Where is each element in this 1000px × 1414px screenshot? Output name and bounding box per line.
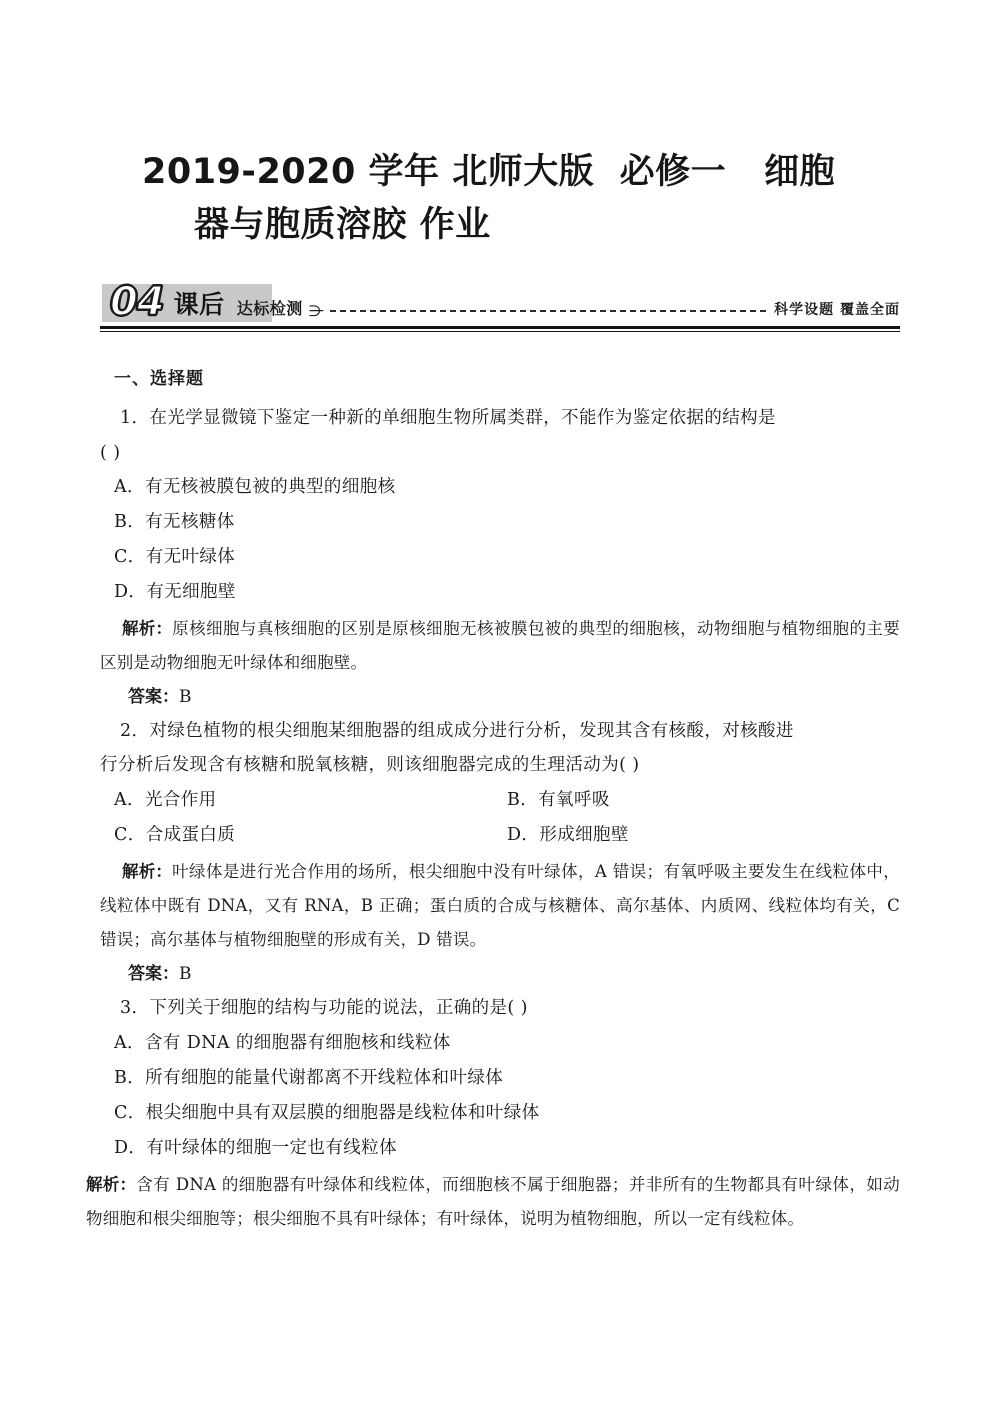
question-stem: 2．对绿色植物的根尖细胞某细胞器的组成成分进行分析，发现其含有核酸，对核酸进 (120, 721, 794, 742)
question-item (100, 401, 900, 714)
title-line-1: 2019-2020 学年 北师大版 必修一 细胞 (142, 152, 836, 192)
banner-number: 04 (110, 279, 164, 326)
title-line-2: 器与胞质溶胶 作业 (194, 205, 491, 246)
answer-block (114, 680, 900, 714)
option-a[interactable]: A．光合作用 (114, 789, 217, 810)
explanation-block (100, 855, 900, 958)
explanation-block (86, 1168, 900, 1237)
question-stem-continuation: 行分析后发现含有核糖和脱氧核糖，则该细胞器完成的生理活动为( ) (100, 755, 640, 776)
explanation-text: 叶绿体是进行光合作用的场所，根尖细胞中没有叶绿体，A 错误；有氧呼吸主要发生在线粒体中，线粒体中既有 DNA，又有 RNA，B 正确；蛋白质的合成与核糖体、高尔基体、内质网、线粒体均有关，C 错误；高尔基体与植物细胞壁的形成有关，D 错误。 (100, 861, 900, 950)
banner-right-tag: 科学设题 覆盖全面 (774, 302, 900, 319)
option-b[interactable]: B．所有细胞的能量代谢都离不开线粒体和叶绿体 (114, 1067, 504, 1088)
question-item (100, 714, 900, 991)
option-b[interactable]: B．有无核糖体 (114, 511, 235, 532)
explanation-text: 原核细胞与真核细胞的区别是原核细胞无核被膜包被的典型的细胞核，动物细胞与植物细胞的主要区别是动物细胞无叶绿体和细胞壁。 (100, 618, 901, 672)
banner-subtitle: 达标检测 (236, 299, 303, 319)
option-a[interactable]: A．有无核被膜包被的典型的细胞核 (114, 476, 396, 497)
banner-label: 课后 (173, 290, 225, 320)
explanation-block (100, 612, 900, 681)
option-a[interactable]: A．含有 DNA 的细胞器有细胞核和线粒体 (114, 1032, 451, 1053)
explanation-label: 解析： (122, 618, 173, 638)
banner-bottom-rule (100, 326, 900, 332)
banner-dashed-rule (330, 310, 766, 312)
answer-value: B (179, 964, 192, 985)
question-stem: 3．下列关于细胞的结构与功能的说法，正确的是( ) (120, 998, 528, 1019)
option-d[interactable]: D．有无细胞壁 (114, 581, 236, 602)
option-d[interactable]: D．形成细胞壁 (507, 824, 629, 845)
option-row (114, 818, 900, 853)
question-stem: 1．在光学显微镜下鉴定一种新的单细胞生物所属类群，不能作为鉴定依据的结构是 (120, 408, 776, 429)
answer-value: B (179, 687, 192, 708)
exercise-content (86, 364, 901, 1236)
answer-block (114, 957, 900, 991)
answer-label: 答案： (128, 687, 179, 708)
banner-row (100, 280, 900, 324)
section-heading: 一、选择题 (114, 369, 204, 390)
option-c[interactable]: C．根尖细胞中具有双层膜的细胞器是线粒体和叶绿体 (114, 1102, 540, 1123)
option-b[interactable]: B．有氧呼吸 (507, 789, 610, 810)
page-title (100, 0, 900, 252)
option-c[interactable]: C．有无叶绿体 (114, 546, 236, 567)
question-item (86, 991, 901, 1236)
arrow-right-icon: ⋺ (308, 302, 324, 321)
answer-label: 答案： (128, 964, 179, 985)
section-banner (100, 280, 900, 334)
option-d[interactable]: D．有叶绿体的细胞一定也有线粒体 (114, 1137, 397, 1158)
explanation-text: 含有 DNA 的细胞器有叶绿体和线粒体，而细胞核不属于细胞器；并非所有的生物都具有叶绿体，如动物细胞和根尖细胞等；根尖细胞不具有叶绿体；有叶绿体，说明为植物细胞，所以一定有线粒体。 (86, 1174, 901, 1228)
explanation-label: 解析： (86, 1174, 137, 1194)
explanation-label: 解析： (122, 861, 173, 881)
question-stem-continuation: ( ) (100, 442, 121, 463)
option-c[interactable]: C．合成蛋白质 (114, 824, 236, 845)
option-row (114, 783, 900, 818)
